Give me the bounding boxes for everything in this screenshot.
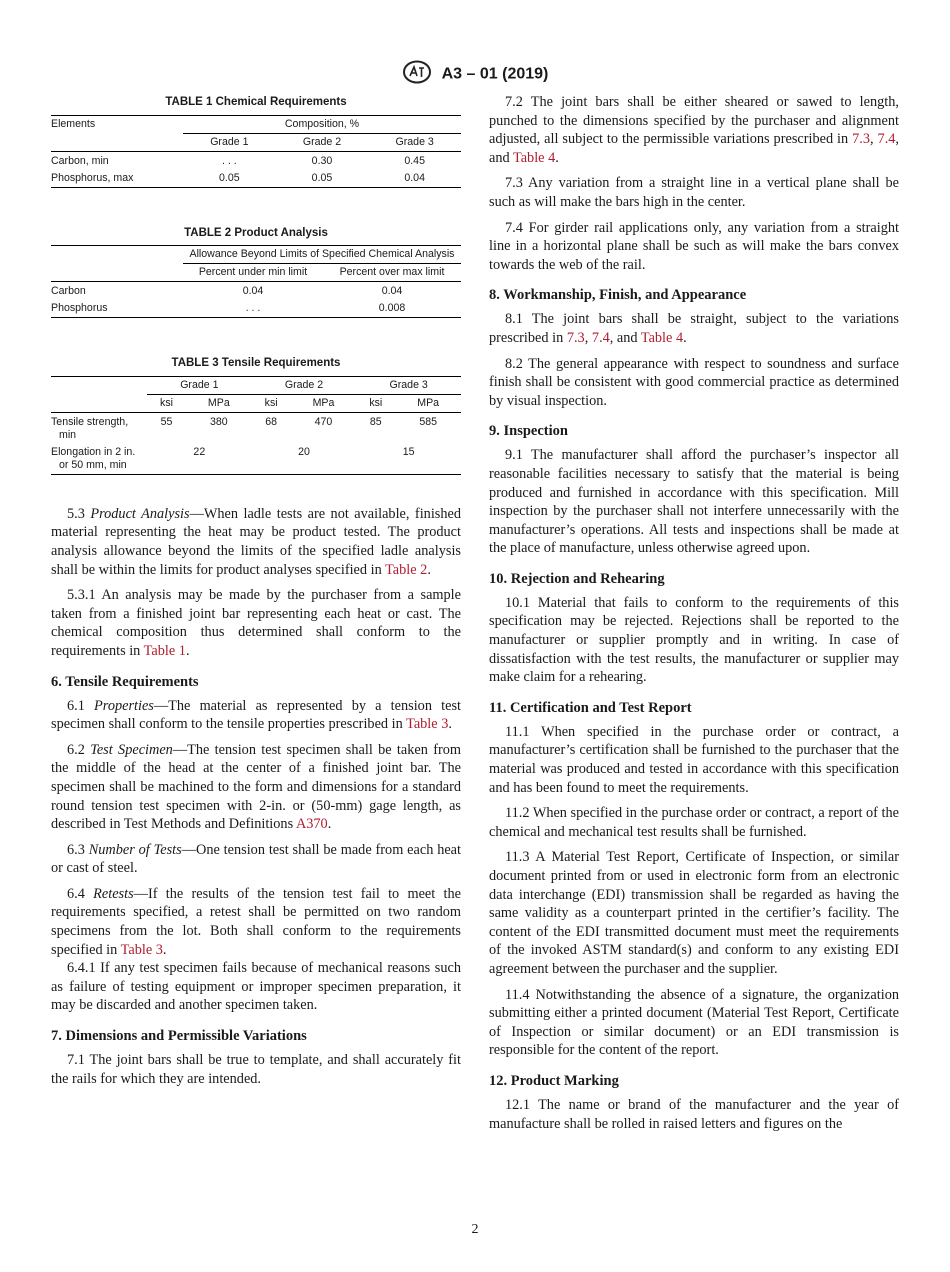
section-7-3-link[interactable]: 7.3: [566, 329, 585, 346]
table3-unit: ksi: [369, 396, 383, 409]
paragraph-6-2: 6.2 Test Specimen—The tension test specimen shall be taken from the middle of the head at the center of a finished joint bar. The specimen shall be machined to the form and dimensions for a standard round tension test specimen with 2-in. or (50-mm) gage length, as described in Test Methods and Definitions A370.: [51, 741, 462, 833]
table3-unit: ksi: [160, 396, 173, 409]
left-column: [51, 93, 461, 1095]
section-7-3-link[interactable]: 7.3: [852, 131, 871, 148]
table2-over-header: Percent over max limit: [339, 266, 445, 279]
table1-chemical-requirements: [51, 115, 461, 188]
table1-value: . . .: [221, 154, 237, 167]
table1-grade-header: Grade 1: [210, 135, 249, 148]
section-7-4-link[interactable]: 7.4: [591, 329, 610, 346]
paragraph-11-1: 11.1 When specified in the purchase order or contract, a manufacturer’s certification shall be furnished to the purchaser that the material was produced and tested in accordance with this specification and has been found to meet the requirements.: [489, 723, 899, 796]
section-heading: 7. Dimensions and Permissible Variations: [51, 1028, 307, 1045]
paragraph-12-1: 12.1 The name or brand of the manufacturer and the year of manufacture shall be rolled in raised letters and figures on the: [489, 1096, 899, 1132]
section-heading: 8. Workmanship, Finish, and Appearance: [489, 287, 747, 304]
paragraph-6-4: 6.4 Retests—If the results of the tension test fail to meet the requirements specified, a retest shall be permitted on two random specimens from the lot. Both shall conform to the requirements specified in Table 3.: [51, 885, 461, 958]
paragraph-8-2: 8.2 The general appearance with respect to soundness and surface finish shall be consistent with good commercial practice as determined by visual inspection.: [489, 355, 899, 409]
table1-value: 0.30: [311, 154, 333, 167]
astm-logo-icon: [402, 60, 432, 89]
table3-row-label: Tensile strength, min: [51, 415, 129, 441]
paragraph-11-2: 11.2 When specified in the purchase order or contract, a report of the chemical and mechanical test results shall be furnished.: [489, 805, 899, 840]
table1-composition-header: Composition, %: [183, 115, 461, 133]
paragraph-11-3: 11.3 A Material Test Report, Certificate of Inspection, or similar document printed from or used in electronic form from an electronic data interchange (EDI) transmission shall be regarded as having the same validity as a counterpart printed in the certifier’s facility. The content of the EDI transmitted document must meet the requirements of the invoked ASTM standard(s) and conform to any existing EDI agreement between the purchaser and the supplier.: [489, 849, 899, 977]
page-header: [0, 60, 950, 84]
section-heading: 12. Product Marking: [489, 1072, 619, 1089]
table3-grade-header: Grade 3: [356, 376, 461, 394]
table1-value: 0.05: [219, 171, 240, 184]
table2-value: 0.008: [378, 302, 406, 315]
table3-value: 55: [160, 415, 173, 428]
table3-title: TABLE 3 Tensile Requirements: [171, 357, 341, 370]
table3-value: 585: [419, 415, 437, 428]
section-heading: 10. Rejection and Rehearing: [489, 570, 665, 587]
table-row: [51, 282, 461, 301]
section-heading: 9. Inspection: [489, 423, 568, 440]
paragraph-9-1: 9.1 The manufacturer shall afford the purchaser’s inspector all reasonable facilities necessary to satisfy that the material is being produced and furnished in accordance with this specification. Mill inspection by the purchaser shall not interfere unnecessarily with the manufacturer’s operations. All tests and inspections shall be made at the place of manufacture, unless otherwise agreed upon.: [489, 447, 899, 557]
table1-elements-header: Elements: [51, 117, 96, 130]
table-row: [51, 300, 461, 318]
paragraph-7-3: 7.3 Any variation from a straight line in a vertical plane shall be such as will make the bars high in the center.: [489, 175, 899, 210]
table1-title: TABLE 1 Chemical Requirements: [165, 96, 347, 108]
paragraph-6-1: 6.1 Properties—The material as represented by a tension test specimen shall conform to the tensile properties prescribed in Table 3.: [51, 697, 461, 733]
paragraph-7-1: 7.1 The joint bars shall be true to template, and shall accurately fit the rails for which they are intended.: [51, 1052, 461, 1087]
table-3-link[interactable]: Table 3: [120, 941, 163, 958]
table2-value: 0.04: [242, 285, 264, 298]
table3-unit: ksi: [264, 396, 278, 409]
paragraph-7-4: 7.4 For girder rail applications only, any variation from a straight line in a horizontal plane shall be such as will make the bars convex towards the web of the rail.: [489, 219, 899, 273]
table1-value: 0.04: [404, 171, 425, 184]
section-heading: 11. Certification and Test Report: [489, 699, 692, 716]
table2-header: Allowance Beyond Limits of Specified Chemical Analysis: [183, 246, 461, 264]
table2-product-analysis: [51, 245, 461, 318]
table-4-link[interactable]: Table 4: [512, 149, 556, 166]
table3-value: 68: [265, 415, 278, 428]
table3-value: 22: [193, 445, 206, 458]
paragraph-5-3: 5.3 Product Analysis—When ladle tests are not available, finished material representing the heat may be product tested. The product analysis allowance beyond the limits of the specified ladle analysis shall be within the limits for product analyses specified in Table 2.: [51, 505, 461, 578]
table2-value: . . .: [245, 302, 261, 315]
table2-element: Carbon: [51, 285, 86, 298]
paragraph-10-1: 10.1 Material that fails to conform to the requirements of this specification may be rejected. Rejections shall be reported to the manufacturer or supplier promptly and in writing. In case of dissatisfaction with the test results, the manufacturer or supplier may make claim for a rehearing.: [489, 594, 899, 686]
table3-unit: MPa: [312, 396, 335, 409]
table1-grade-header: Grade 2: [302, 135, 342, 148]
right-column: [489, 93, 899, 1140]
paragraph-11-4: 11.4 Notwithstanding the absence of a signature, the organization submitting either a printed document (Material Test Report, Certificate of Inspection or similar document) or an EDI transmission is responsible for the content of the report.: [489, 986, 899, 1059]
table2-element: Phosphorus: [51, 302, 108, 315]
table3-value: 85: [369, 415, 382, 428]
a370-link[interactable]: A370: [295, 816, 328, 833]
page-number: 2: [471, 1222, 479, 1237]
table3-value: 15: [402, 445, 415, 458]
table1-element: Carbon, min: [51, 154, 109, 167]
document-designation: A3 – 01 (2019): [441, 65, 549, 83]
paragraph-5-3-1: 5.3.1 An analysis may be made by the purchaser from a sample taken from a finished joint bar representing each heat or cast. The chemical composition thus determined shall conform to the requirements in Table 1.: [51, 587, 461, 659]
table-1-link[interactable]: Table 1: [143, 642, 186, 659]
paragraph-8-1: 8.1 The joint bars shall be straight, subject to the variations prescribed in 7.3, 7.4, and Table 4.: [489, 311, 899, 346]
paragraph-6-3: 6.3 Number of Tests—One tension test shall be made from each heat or cast of steel.: [51, 841, 462, 877]
section-heading: 6. Tensile Requirements: [51, 673, 199, 690]
table3-value: 380: [209, 415, 228, 428]
table3-tensile-requirements: [51, 376, 461, 475]
table-3-link[interactable]: Table 3: [406, 716, 449, 733]
table3-row-label: Elongation in 2 in. or 50 mm, min: [51, 445, 136, 471]
table-row: [51, 444, 461, 475]
table1-value: 0.45: [404, 154, 425, 167]
table-row: [51, 151, 461, 170]
table2-under-header: Percent under min limit: [198, 266, 308, 279]
paragraph-6-4-1: 6.4.1 If any test specimen fails because of mechanical reasons such as failure of testing equipment or improper specimen preparation, it may be discarded and another specimen taken.: [51, 960, 461, 1014]
table1-value: 0.05: [311, 171, 333, 184]
table-2-link[interactable]: Table 2: [385, 561, 428, 578]
table3-unit: MPa: [417, 396, 440, 409]
table3-value: 470: [314, 415, 333, 428]
table-4-link[interactable]: Table 4: [640, 329, 684, 346]
table2-title: TABLE 2 Product Analysis: [184, 226, 328, 239]
table1-grade-header: Grade 3: [395, 135, 434, 148]
table-row: [51, 170, 461, 188]
table3-grade-header: Grade 2: [252, 376, 357, 394]
table2-value: 0.04: [381, 285, 403, 298]
paragraph-7-2: 7.2 The joint bars shall be either sheared or sawed to length, punched to the dimensions specified by the purchaser and alignment adjusted, all subject to the permissible variations prescribed in 7.3, 7.4, and Table 4.: [489, 94, 899, 166]
table1-element: Phosphorus, max: [51, 171, 134, 184]
section-7-4-link[interactable]: 7.4: [877, 131, 896, 148]
table3-unit: MPa: [207, 396, 230, 409]
table3-grade-header: Grade 1: [147, 376, 252, 394]
table-row: [51, 412, 461, 444]
table3-value: 20: [298, 445, 310, 458]
